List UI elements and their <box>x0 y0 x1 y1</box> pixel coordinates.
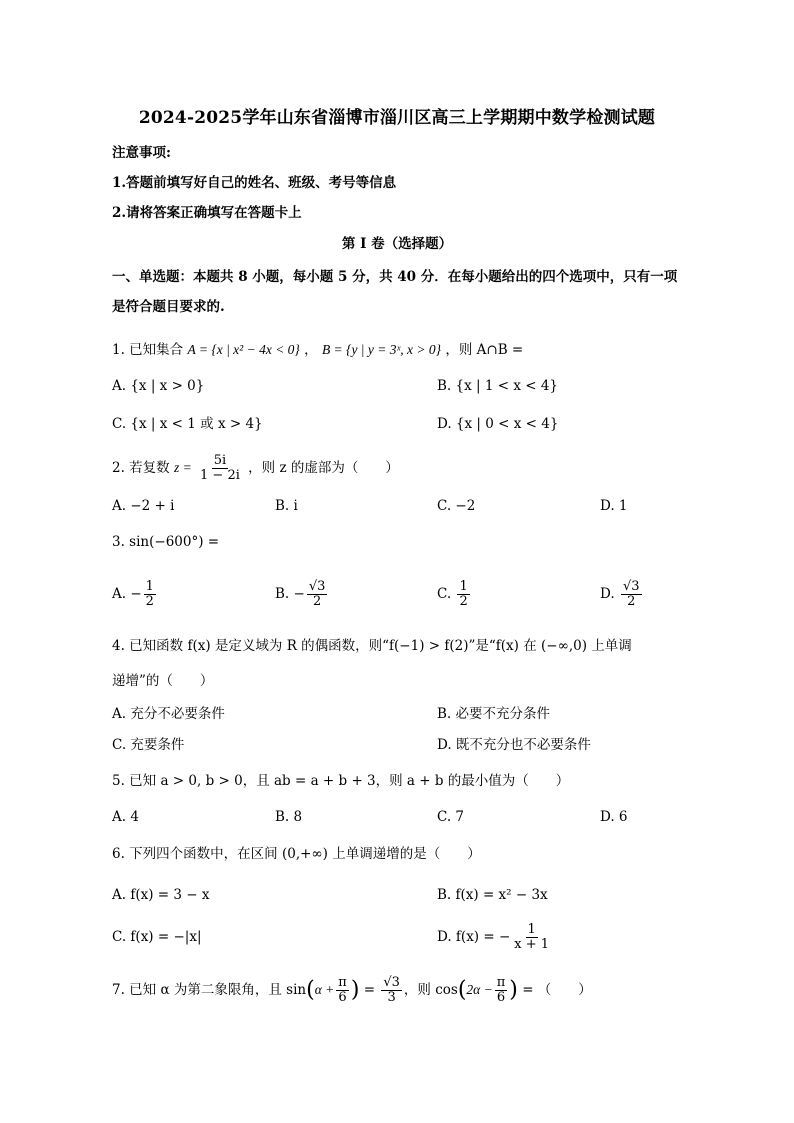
question-3: 3. sin(−600°) = <box>112 534 220 550</box>
q1-suffix: ，则 A∩B = <box>445 342 524 358</box>
q2-numerator: 5i <box>213 453 227 469</box>
q5-option-d: D. 6 <box>600 809 628 825</box>
part1-instruction-line1: 一、单选题：本题共 8 小题，每小题 5 分，共 40 分．在每小题给出的四个选项中，只有一项 <box>112 269 678 285</box>
q5-option-c: C. 7 <box>437 809 465 825</box>
q6-option-b: B. f(x) = x² − 3x <box>437 887 548 903</box>
q2-option-c: C. −2 <box>437 498 476 514</box>
q3-option-c-den: 2 <box>459 594 468 609</box>
question-4-line1: 4. 已知函数 f(x) 是定义域为 R 的偶函数，则“f(−1) > f(2)”是“f(x) 在 (−∞,0) 上单调 <box>112 638 632 654</box>
q7-right-paren-2: ) <box>509 977 518 1003</box>
q7-rhs-den: 3 <box>387 990 396 1005</box>
question-4-line2: 递增”的（ ） <box>112 673 214 689</box>
q6-option-c: C. f(x) = −|x| <box>112 929 202 945</box>
q4-option-c: C. 充要条件 <box>112 737 185 753</box>
q2-prefix: 2. 若复数 <box>112 460 170 476</box>
q3-option-a-fraction <box>144 580 156 608</box>
q2-fraction <box>198 454 242 482</box>
page-title: 2024-2025学年山东省淄博市淄川区高三上学期期中数学检测试题 <box>138 108 656 128</box>
q3-option-d-den: 2 <box>627 594 636 609</box>
q2-option-a: A. −2 + i <box>112 498 175 514</box>
q3-option-a-sign: − <box>130 586 142 602</box>
q7-sin: sin <box>286 982 307 998</box>
notice-item-2: 2.请将答案正确填写在答题卡上 <box>112 205 302 221</box>
q7-six-b: 6 <box>496 990 506 1005</box>
q7-prefix: 7. 已知 α 为第二象限角，且 <box>112 982 282 998</box>
q3-option-d <box>600 574 644 614</box>
q4-option-a: A. 充分不必要条件 <box>112 706 225 722</box>
q1-option-c: C. {x | x < 1 或 x > 4} <box>112 416 263 432</box>
notice-item-1: 1.答题前填写好自己的姓名、班级、考号等信息 <box>112 175 397 191</box>
q7-equals: = <box>363 982 376 998</box>
q2-option-b: B. i <box>275 498 298 514</box>
q3-option-c-num: 1 <box>459 579 468 595</box>
q6-option-d-num: 1 <box>527 922 536 938</box>
q2-denominator: 1 − 2i <box>200 468 240 483</box>
question-5: 5. 已知 a > 0, b > 0，且 ab = a + b + 3，则 a + b 的最小值为（ ） <box>112 773 570 789</box>
q6-option-d-den: x + 1 <box>514 937 550 952</box>
question-2 <box>112 450 399 486</box>
q7-cos: cos <box>435 982 458 998</box>
q3-option-a <box>112 574 158 614</box>
q3-option-c <box>437 574 472 614</box>
q5-option-a: A. 4 <box>112 809 139 825</box>
q1-option-a: A. {x | x > 0} <box>112 378 205 394</box>
q7-pi-a: π <box>338 975 347 991</box>
question-7 <box>112 970 592 1011</box>
q5-option-b: B. 8 <box>275 809 303 825</box>
q3-option-d-fraction <box>621 580 642 608</box>
q6-option-d <box>437 918 553 956</box>
q3-option-b-fraction <box>307 580 328 608</box>
q7-pi-b: π <box>496 975 506 991</box>
q3-option-b-sign: − <box>293 586 305 602</box>
q1-option-b: B. {x | 1 < x < 4} <box>437 378 559 394</box>
q3-option-a-den: 2 <box>145 594 154 609</box>
q3-option-a-num: 1 <box>145 579 154 595</box>
q4-option-b: B. 必要不充分条件 <box>437 706 551 722</box>
q1-prefix: 1. 已知集合 <box>112 342 184 358</box>
q7-rhs-num: √3 <box>383 975 400 991</box>
q6-option-a: A. f(x) = 3 − x <box>112 887 210 903</box>
q7-mid: ，则 <box>403 982 431 998</box>
section-title: 第 I 卷（选择题） <box>341 236 453 252</box>
q6-option-d-label: D. f(x) = − <box>437 929 511 945</box>
q6-option-d-fraction <box>512 923 551 951</box>
question-1 <box>112 340 523 360</box>
q7-pi-over-6-b <box>495 976 508 1004</box>
q7-left-paren-2: ( <box>457 977 467 1003</box>
q3-option-b-num: √3 <box>308 579 326 595</box>
q3-option-c-label: C. <box>437 586 452 602</box>
q7-cos-inner: 2α − <box>466 982 493 997</box>
q7-pi-over-6-a <box>336 976 349 1004</box>
q1-option-d: D. {x | 0 < x < 4} <box>437 416 559 432</box>
q3-option-b-den: 2 <box>312 594 322 609</box>
q7-suffix: = （ ） <box>522 982 592 998</box>
q2-suffix: ，则 z 的虚部为（ ） <box>248 460 399 476</box>
q3-option-d-label: D. <box>600 586 615 602</box>
q4-option-d: D. 既不充分也不必要条件 <box>437 737 591 753</box>
q7-six-a: 6 <box>338 990 347 1005</box>
question-6: 6. 下列四个函数中，在区间 (0,+∞) 上单调递增的是（ ） <box>112 846 481 862</box>
q3-option-a-label: A. <box>112 586 127 602</box>
q3-option-c-fraction <box>457 580 469 608</box>
q3-option-b-label: B. <box>275 586 290 602</box>
q7-sin-inner: α + <box>314 982 335 997</box>
q7-left-paren-1: ( <box>306 977 315 1003</box>
q3-option-b <box>275 574 329 614</box>
notice-heading: 注意事项: <box>112 145 171 161</box>
q1-set-a: A = {x | x² − 4x < 0} <box>187 342 300 357</box>
q3-option-d-num: √3 <box>622 579 640 595</box>
q1-mid: ， <box>304 342 318 358</box>
q2-option-d: D. 1 <box>600 498 628 514</box>
q7-right-paren-1: ) <box>350 977 360 1003</box>
part1-instruction-line2: 是符合题目要求的. <box>112 299 225 315</box>
q7-rhs-fraction <box>381 976 402 1004</box>
q2-expr-lhs: z = <box>173 460 192 475</box>
q1-set-b: B = {y | y = 3ˣ, x > 0} <box>321 342 442 357</box>
